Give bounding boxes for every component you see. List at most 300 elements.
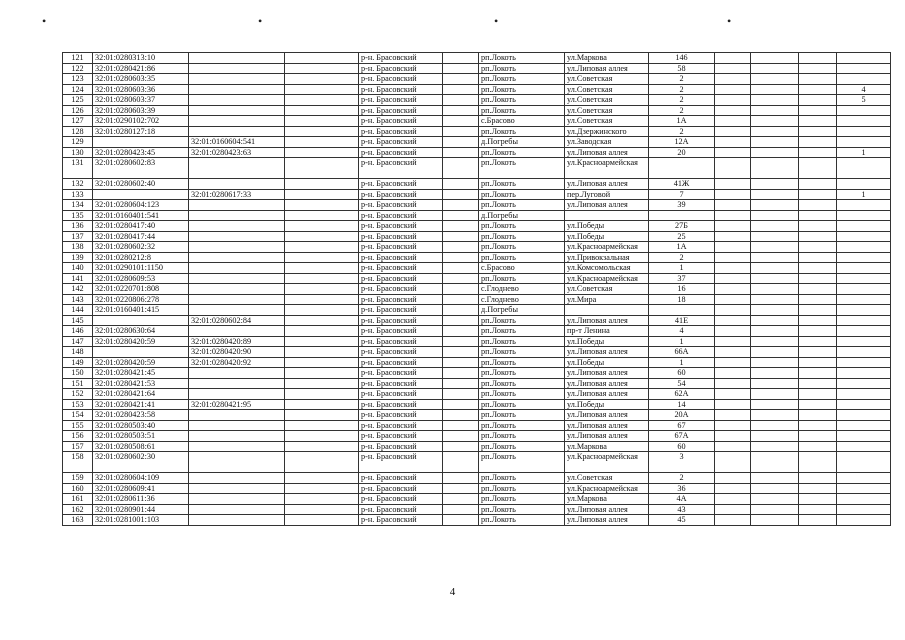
- cadastral-number-cell: 32:01:0281001:103: [93, 515, 189, 526]
- empty-cell-cell: [715, 252, 751, 263]
- street-cell: ул.Липовая аллея: [565, 420, 649, 431]
- district-cell: р-н. Брасовский: [359, 452, 443, 473]
- empty-cell-cell: [285, 221, 359, 232]
- empty-cell-cell: [285, 137, 359, 148]
- cadastral-number-cell: 32:01:0160401:415: [93, 305, 189, 316]
- locality-cell: рп.Локоть: [479, 74, 565, 85]
- cadastral-number-cell: 32:01:0280421:41: [93, 399, 189, 410]
- locality-cell: рп.Локоть: [479, 147, 565, 158]
- street-cell: [565, 210, 649, 221]
- apartment-number-cell: [837, 420, 891, 431]
- house-number-cell: 4: [649, 326, 715, 337]
- empty-cell-cell: [715, 147, 751, 158]
- empty-cell-cell: [715, 84, 751, 95]
- table-row: [63, 147, 891, 158]
- parent-cadastral-number-cell: [189, 294, 285, 305]
- empty-cell-cell: [715, 452, 751, 473]
- empty-cell-cell: [285, 431, 359, 442]
- house-number-cell: 2: [649, 74, 715, 85]
- cadastral-number-cell: 32:01:0280603:35: [93, 74, 189, 85]
- empty-cell-cell: [443, 441, 479, 452]
- empty-cell-cell: [715, 410, 751, 421]
- cadastral-number-cell: 32:01:0280417:40: [93, 221, 189, 232]
- house-number-cell: 14: [649, 399, 715, 410]
- empty-cell-cell: [285, 326, 359, 337]
- house-number-cell: 2: [649, 95, 715, 106]
- apartment-number-cell: [837, 126, 891, 137]
- empty-cell-cell: [751, 74, 799, 85]
- district-cell: р-н. Брасовский: [359, 200, 443, 211]
- street-cell: ул.Красноармейская: [565, 242, 649, 253]
- empty-cell-cell: [751, 399, 799, 410]
- scan-dot: •: [727, 14, 732, 28]
- row-number-cell: 147: [63, 336, 93, 347]
- empty-cell-cell: [751, 242, 799, 253]
- street-cell: ул.Победы: [565, 357, 649, 368]
- empty-cell-cell: [285, 284, 359, 295]
- apartment-number-cell: [837, 399, 891, 410]
- house-number-cell: [649, 210, 715, 221]
- street-cell: ул.Липовая аллея: [565, 179, 649, 190]
- house-number-cell: 18: [649, 294, 715, 305]
- table-row: [63, 347, 891, 358]
- empty-cell-cell: [443, 179, 479, 190]
- row-number-cell: 123: [63, 74, 93, 85]
- street-cell: ул.Маркова: [565, 441, 649, 452]
- empty-cell-cell: [751, 84, 799, 95]
- empty-cell-cell: [443, 273, 479, 284]
- district-cell: р-н. Брасовский: [359, 137, 443, 148]
- table-row: [63, 63, 891, 74]
- parent-cadastral-number-cell: 32:01:0280420:90: [189, 347, 285, 358]
- table-row: [63, 137, 891, 148]
- cadastral-number-cell: 32:01:0280611:36: [93, 494, 189, 505]
- district-cell: р-н. Брасовский: [359, 305, 443, 316]
- house-number-cell: 41Е: [649, 315, 715, 326]
- district-cell: р-н. Брасовский: [359, 273, 443, 284]
- empty-cell-cell: [799, 210, 837, 221]
- district-cell: р-н. Брасовский: [359, 95, 443, 106]
- district-cell: р-н. Брасовский: [359, 105, 443, 116]
- house-number-cell: 1: [649, 336, 715, 347]
- empty-cell-cell: [715, 263, 751, 274]
- empty-cell-cell: [799, 473, 837, 484]
- empty-cell-cell: [443, 389, 479, 400]
- empty-cell-cell: [715, 200, 751, 211]
- empty-cell-cell: [751, 147, 799, 158]
- locality-cell: рп.Локоть: [479, 158, 565, 179]
- district-cell: р-н. Брасовский: [359, 315, 443, 326]
- parent-cadastral-number-cell: [189, 305, 285, 316]
- empty-cell-cell: [799, 326, 837, 337]
- empty-cell-cell: [799, 63, 837, 74]
- table-row: [63, 378, 891, 389]
- empty-cell-cell: [715, 105, 751, 116]
- cadastral-number-cell: 32:01:0280417:44: [93, 231, 189, 242]
- district-cell: р-н. Брасовский: [359, 420, 443, 431]
- district-cell: р-н. Брасовский: [359, 242, 443, 253]
- empty-cell-cell: [715, 431, 751, 442]
- cadastral-number-cell: 32:01:0280313:10: [93, 53, 189, 64]
- district-cell: р-н. Брасовский: [359, 189, 443, 200]
- street-cell: пер.Луговой: [565, 189, 649, 200]
- district-cell: р-н. Брасовский: [359, 399, 443, 410]
- empty-cell-cell: [751, 294, 799, 305]
- parent-cadastral-number-cell: [189, 515, 285, 526]
- house-number-cell: 60: [649, 368, 715, 379]
- cadastral-number-cell: 32:01:0280602:30: [93, 452, 189, 473]
- table-row: [63, 95, 891, 106]
- parent-cadastral-number-cell: [189, 63, 285, 74]
- street-cell: ул.Липовая аллея: [565, 63, 649, 74]
- empty-cell-cell: [443, 53, 479, 64]
- locality-cell: рп.Локоть: [479, 504, 565, 515]
- empty-cell-cell: [285, 105, 359, 116]
- empty-cell-cell: [799, 494, 837, 505]
- parent-cadastral-number-cell: [189, 74, 285, 85]
- empty-cell-cell: [751, 336, 799, 347]
- empty-cell-cell: [751, 126, 799, 137]
- parent-cadastral-number-cell: [189, 179, 285, 190]
- district-cell: р-н. Брасовский: [359, 63, 443, 74]
- street-cell: [565, 305, 649, 316]
- parent-cadastral-number-cell: 32:01:0280602:84: [189, 315, 285, 326]
- parent-cadastral-number-cell: 32:01:0280617:33: [189, 189, 285, 200]
- house-number-cell: 2: [649, 105, 715, 116]
- locality-cell: рп.Локоть: [479, 473, 565, 484]
- row-number-cell: 132: [63, 179, 93, 190]
- empty-cell-cell: [715, 95, 751, 106]
- empty-cell-cell: [715, 389, 751, 400]
- apartment-number-cell: [837, 431, 891, 442]
- row-number-cell: 160: [63, 483, 93, 494]
- empty-cell-cell: [799, 431, 837, 442]
- locality-cell: рп.Локоть: [479, 105, 565, 116]
- empty-cell-cell: [799, 483, 837, 494]
- apartment-number-cell: [837, 252, 891, 263]
- parent-cadastral-number-cell: 32:01:0280420:92: [189, 357, 285, 368]
- district-cell: р-н. Брасовский: [359, 158, 443, 179]
- apartment-number-cell: [837, 158, 891, 179]
- table-row: [63, 231, 891, 242]
- house-number-cell: 36: [649, 483, 715, 494]
- row-number-cell: 150: [63, 368, 93, 379]
- district-cell: р-н. Брасовский: [359, 483, 443, 494]
- empty-cell-cell: [285, 452, 359, 473]
- locality-cell: рп.Локоть: [479, 483, 565, 494]
- house-number-cell: 66А: [649, 347, 715, 358]
- table-row: [63, 221, 891, 232]
- empty-cell-cell: [715, 179, 751, 190]
- apartment-number-cell: 5: [837, 95, 891, 106]
- empty-cell-cell: [799, 231, 837, 242]
- empty-cell-cell: [285, 179, 359, 190]
- empty-cell-cell: [443, 420, 479, 431]
- empty-cell-cell: [285, 378, 359, 389]
- empty-cell-cell: [443, 158, 479, 179]
- street-cell: ул.Советская: [565, 105, 649, 116]
- district-cell: р-н. Брасовский: [359, 84, 443, 95]
- district-cell: р-н. Брасовский: [359, 126, 443, 137]
- empty-cell-cell: [751, 53, 799, 64]
- table-row: [63, 389, 891, 400]
- empty-cell-cell: [799, 221, 837, 232]
- row-number-cell: 145: [63, 315, 93, 326]
- empty-cell-cell: [715, 63, 751, 74]
- parent-cadastral-number-cell: 32:01:0280421:95: [189, 399, 285, 410]
- empty-cell-cell: [443, 399, 479, 410]
- street-cell: ул.Советская: [565, 473, 649, 484]
- locality-cell: рп.Локоть: [479, 368, 565, 379]
- empty-cell-cell: [715, 494, 751, 505]
- empty-cell-cell: [285, 420, 359, 431]
- cadastral-number-cell: 32:01:0280602:83: [93, 158, 189, 179]
- parent-cadastral-number-cell: [189, 252, 285, 263]
- house-number-cell: 37: [649, 273, 715, 284]
- empty-cell-cell: [799, 357, 837, 368]
- district-cell: р-н. Брасовский: [359, 368, 443, 379]
- empty-cell-cell: [751, 431, 799, 442]
- empty-cell-cell: [799, 189, 837, 200]
- row-number-cell: 146: [63, 326, 93, 337]
- empty-cell-cell: [443, 483, 479, 494]
- empty-cell-cell: [751, 305, 799, 316]
- locality-cell: рп.Локоть: [479, 221, 565, 232]
- parent-cadastral-number-cell: [189, 221, 285, 232]
- row-number-cell: 162: [63, 504, 93, 515]
- apartment-number-cell: [837, 410, 891, 421]
- empty-cell-cell: [715, 126, 751, 137]
- parent-cadastral-number-cell: [189, 473, 285, 484]
- street-cell: ул.Победы: [565, 336, 649, 347]
- apartment-number-cell: [837, 53, 891, 64]
- empty-cell-cell: [285, 189, 359, 200]
- empty-cell-cell: [285, 273, 359, 284]
- house-number-cell: 25: [649, 231, 715, 242]
- cadastral-number-cell: 32:01:0160401:541: [93, 210, 189, 221]
- empty-cell-cell: [443, 231, 479, 242]
- empty-cell-cell: [443, 263, 479, 274]
- row-number-cell: 143: [63, 294, 93, 305]
- table-row: [63, 305, 891, 316]
- locality-cell: с.Брасово: [479, 263, 565, 274]
- apartment-number-cell: [837, 315, 891, 326]
- table-row: [63, 336, 891, 347]
- house-number-cell: 62А: [649, 389, 715, 400]
- empty-cell-cell: [715, 378, 751, 389]
- district-cell: р-н. Брасовский: [359, 336, 443, 347]
- empty-cell-cell: [443, 95, 479, 106]
- apartment-number-cell: [837, 357, 891, 368]
- house-number-cell: 7: [649, 189, 715, 200]
- house-number-cell: 45: [649, 515, 715, 526]
- empty-cell-cell: [285, 305, 359, 316]
- apartment-number-cell: [837, 326, 891, 337]
- house-number-cell: 12А: [649, 137, 715, 148]
- apartment-number-cell: [837, 210, 891, 221]
- row-number-cell: 138: [63, 242, 93, 253]
- row-number-cell: 142: [63, 284, 93, 295]
- empty-cell-cell: [443, 284, 479, 295]
- cadastral-number-cell: 32:01:0280421:64: [93, 389, 189, 400]
- empty-cell-cell: [751, 410, 799, 421]
- district-cell: р-н. Брасовский: [359, 74, 443, 85]
- row-number-cell: 139: [63, 252, 93, 263]
- row-number-cell: 149: [63, 357, 93, 368]
- house-number-cell: 20: [649, 147, 715, 158]
- parent-cadastral-number-cell: [189, 53, 285, 64]
- empty-cell-cell: [285, 294, 359, 305]
- street-cell: ул.Победы: [565, 399, 649, 410]
- empty-cell-cell: [285, 389, 359, 400]
- empty-cell-cell: [751, 452, 799, 473]
- row-number-cell: 156: [63, 431, 93, 442]
- empty-cell-cell: [715, 210, 751, 221]
- empty-cell-cell: [285, 126, 359, 137]
- empty-cell-cell: [715, 305, 751, 316]
- empty-cell-cell: [285, 399, 359, 410]
- district-cell: р-н. Брасовский: [359, 494, 443, 505]
- table-row: [63, 441, 891, 452]
- street-cell: ул.Советская: [565, 284, 649, 295]
- empty-cell-cell: [751, 473, 799, 484]
- parent-cadastral-number-cell: [189, 378, 285, 389]
- empty-cell-cell: [443, 504, 479, 515]
- table-row: [63, 326, 891, 337]
- empty-cell-cell: [443, 242, 479, 253]
- street-cell: ул.Липовая аллея: [565, 431, 649, 442]
- locality-cell: рп.Локоть: [479, 126, 565, 137]
- row-number-cell: 130: [63, 147, 93, 158]
- locality-cell: рп.Локоть: [479, 336, 565, 347]
- empty-cell-cell: [285, 200, 359, 211]
- empty-cell-cell: [751, 231, 799, 242]
- parent-cadastral-number-cell: [189, 441, 285, 452]
- parent-cadastral-number-cell: [189, 126, 285, 137]
- table-body: [63, 53, 891, 526]
- table-row: [63, 200, 891, 211]
- cadastral-number-cell: 32:01:0280602:40: [93, 179, 189, 190]
- street-cell: ул.Липовая аллея: [565, 504, 649, 515]
- street-cell: ул.Дзержинского: [565, 126, 649, 137]
- row-number-cell: 127: [63, 116, 93, 127]
- empty-cell-cell: [799, 137, 837, 148]
- street-cell: пр-т Ленина: [565, 326, 649, 337]
- district-cell: р-н. Брасовский: [359, 116, 443, 127]
- cadastral-number-cell: 32:01:0220701:808: [93, 284, 189, 295]
- empty-cell-cell: [285, 494, 359, 505]
- empty-cell-cell: [443, 326, 479, 337]
- district-cell: р-н. Брасовский: [359, 221, 443, 232]
- apartment-number-cell: [837, 137, 891, 148]
- empty-cell-cell: [285, 336, 359, 347]
- house-number-cell: 1: [649, 357, 715, 368]
- parent-cadastral-number-cell: [189, 284, 285, 295]
- scan-dot: •: [42, 14, 47, 28]
- empty-cell-cell: [799, 200, 837, 211]
- empty-cell-cell: [715, 347, 751, 358]
- street-cell: ул.Маркова: [565, 53, 649, 64]
- empty-cell-cell: [285, 504, 359, 515]
- empty-cell-cell: [285, 84, 359, 95]
- house-number-cell: 4А: [649, 494, 715, 505]
- empty-cell-cell: [751, 221, 799, 232]
- empty-cell-cell: [285, 515, 359, 526]
- apartment-number-cell: [837, 368, 891, 379]
- row-number-cell: 144: [63, 305, 93, 316]
- apartment-number-cell: [837, 273, 891, 284]
- apartment-number-cell: [837, 347, 891, 358]
- row-number-cell: 155: [63, 420, 93, 431]
- row-number-cell: 159: [63, 473, 93, 484]
- row-number-cell: 152: [63, 389, 93, 400]
- empty-cell-cell: [285, 210, 359, 221]
- empty-cell-cell: [751, 200, 799, 211]
- locality-cell: д.Погребы: [479, 305, 565, 316]
- table-row: [63, 179, 891, 190]
- locality-cell: рп.Локоть: [479, 389, 565, 400]
- empty-cell-cell: [751, 263, 799, 274]
- empty-cell-cell: [715, 116, 751, 127]
- street-cell: ул.Липовая аллея: [565, 147, 649, 158]
- empty-cell-cell: [443, 116, 479, 127]
- parent-cadastral-number-cell: [189, 105, 285, 116]
- empty-cell-cell: [751, 95, 799, 106]
- district-cell: р-н. Брасовский: [359, 515, 443, 526]
- cadastral-number-cell: 32:01:0280609:53: [93, 273, 189, 284]
- empty-cell-cell: [443, 252, 479, 263]
- locality-cell: рп.Локоть: [479, 189, 565, 200]
- parent-cadastral-number-cell: [189, 242, 285, 253]
- parent-cadastral-number-cell: [189, 273, 285, 284]
- empty-cell-cell: [443, 336, 479, 347]
- empty-cell-cell: [285, 74, 359, 85]
- house-number-cell: 2: [649, 473, 715, 484]
- row-number-cell: 148: [63, 347, 93, 358]
- apartment-number-cell: [837, 116, 891, 127]
- street-cell: ул.Заводская: [565, 137, 649, 148]
- empty-cell-cell: [443, 452, 479, 473]
- empty-cell-cell: [799, 305, 837, 316]
- empty-cell-cell: [799, 242, 837, 253]
- empty-cell-cell: [751, 347, 799, 358]
- empty-cell-cell: [715, 231, 751, 242]
- street-cell: ул.Красноармейская: [565, 273, 649, 284]
- street-cell: ул.Советская: [565, 74, 649, 85]
- empty-cell-cell: [285, 263, 359, 274]
- locality-cell: с.Глоднево: [479, 294, 565, 305]
- parent-cadastral-number-cell: [189, 483, 285, 494]
- street-cell: ул.Красноармейская: [565, 483, 649, 494]
- house-number-cell: 67: [649, 420, 715, 431]
- apartment-number-cell: [837, 441, 891, 452]
- empty-cell-cell: [799, 263, 837, 274]
- table-row: [63, 420, 891, 431]
- empty-cell-cell: [443, 357, 479, 368]
- row-number-cell: 141: [63, 273, 93, 284]
- locality-cell: рп.Локоть: [479, 63, 565, 74]
- empty-cell-cell: [751, 504, 799, 515]
- empty-cell-cell: [799, 95, 837, 106]
- street-cell: ул.Маркова: [565, 494, 649, 505]
- empty-cell-cell: [799, 452, 837, 473]
- empty-cell-cell: [715, 315, 751, 326]
- district-cell: р-н. Брасовский: [359, 284, 443, 295]
- apartment-number-cell: [837, 242, 891, 253]
- parent-cadastral-number-cell: [189, 158, 285, 179]
- empty-cell-cell: [715, 53, 751, 64]
- parent-cadastral-number-cell: 32:01:0280423:63: [189, 147, 285, 158]
